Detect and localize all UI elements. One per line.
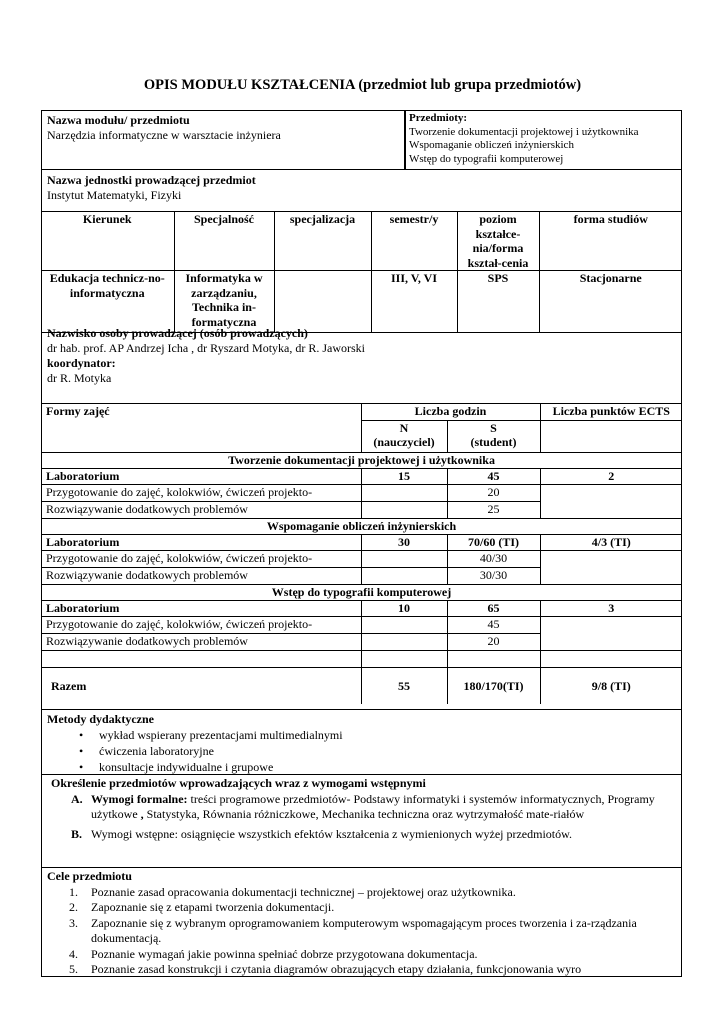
lab-n: 15	[361, 468, 447, 484]
empty-cell	[41, 650, 361, 667]
prereq-a-text: treści programowe przedmiotów- Podstawy informatyki i systemów informatycznych, Programy użytkowe	[91, 791, 655, 821]
n-sublabel: (nauczyciel)	[373, 435, 435, 449]
group-header: Wstęp do typografii komputerowej	[41, 584, 682, 600]
program-value: Stacjonarne	[539, 271, 682, 333]
activity-ects	[540, 616, 682, 650]
lab-label: Laboratorium	[41, 534, 361, 550]
activity-ects	[540, 484, 682, 518]
subject-item: Wspomaganie obliczeń inżynierskich	[409, 139, 574, 151]
program-value: Edukacja technicz-no-informatyczna	[41, 271, 174, 333]
teacher-header	[361, 420, 447, 452]
activity-label: Rozwiązywanie dodatkowych problemów	[41, 633, 361, 650]
goal-number: 1.	[69, 884, 78, 899]
activity-s: 20	[447, 633, 540, 650]
goal-text: Poznanie zasad konstrukcji i czytania diagramów obrazujących etapy działania, funkcjonowania wyro	[91, 962, 582, 976]
staff-value: dr hab. prof. AP Andrzej Icha , dr Ryszard Motyka, dr R. Jaworski	[47, 341, 366, 355]
s-label: S	[490, 420, 497, 435]
activity-label: Rozwiązywanie dodatkowych problemów	[41, 501, 361, 518]
goals-list	[47, 885, 675, 978]
coordinator-label: koordynator:	[47, 356, 116, 370]
activity-s: 45	[447, 616, 540, 633]
goal-number: 2.	[69, 900, 78, 914]
goal-text: Zapoznanie się z wybranym oprogramowaniem komputerowym wspomagającym proces tworzenia i za-rządzania dokumentacją.	[91, 915, 637, 945]
empty-cell	[447, 650, 540, 667]
program-header: Kierunek	[41, 212, 174, 271]
document-title: OPIS MODUŁU KSZTAŁCENIA (przedmiot lub grupa przedmiotów)	[143, 77, 582, 93]
s-sublabel: (student)	[470, 435, 517, 449]
module-value: Narzędzia informatyczne w warsztacie inżyniera	[47, 128, 281, 142]
method-item: • ćwiczenia laboratoryjne	[99, 743, 677, 759]
goal-item	[47, 885, 675, 901]
activity-label: Przygotowanie do zajęć, kolokwiów, ćwiczeń projekto-	[41, 616, 361, 633]
group-header: Tworzenie dokumentacji projektowej i użytkownika	[41, 452, 682, 468]
methods-section	[41, 709, 682, 775]
coordinator-value: dr R. Motyka	[47, 371, 112, 385]
program-value: SPS	[457, 271, 539, 333]
total-n: 55	[361, 667, 447, 704]
goals-section	[41, 868, 682, 977]
goal-item	[47, 916, 675, 947]
activity-ects	[540, 550, 682, 584]
module-label: Nazwa modułu/ przedmiotu	[47, 113, 190, 127]
goal-number: 5.	[69, 962, 78, 976]
activity-n	[361, 484, 447, 501]
methods-label: Metody dydaktyczne	[47, 712, 154, 726]
goals-label: Cele przedmiotu	[47, 869, 132, 883]
total-s: 180/170(TI)	[447, 667, 540, 704]
lab-label: Laboratorium	[41, 468, 361, 484]
lab-label: Laboratorium	[41, 600, 361, 616]
goal-text: Poznanie zasad opracowania dokumentacji technicznej – projektowej oraz użytkownika.	[91, 884, 516, 899]
prereq-b	[51, 827, 676, 843]
lab-n: 10	[361, 600, 447, 616]
program-header: semestr/y	[371, 212, 457, 271]
activity-s: 25	[447, 501, 540, 518]
group-header: Wspomaganie obliczeń inżynierskich	[41, 518, 682, 534]
lab-n: 30	[361, 534, 447, 550]
lab-s: 65	[447, 600, 540, 616]
activity-label: Rozwiązywanie dodatkowych problemów	[41, 567, 361, 584]
forms-header: Formy zajęć	[41, 404, 361, 452]
prereq-label: Określenie przedmiotów wprowadzających wraz z wymogami wstępnymi	[51, 776, 426, 790]
total-ects: 9/8 (TI)	[540, 667, 682, 704]
lab-ects: 3	[540, 600, 682, 616]
prereq-a	[51, 792, 676, 823]
goal-text: Poznanie wymagań jakie powinna spełniać dobrze przygotowana dokumentacja.	[91, 946, 478, 961]
total-label: Razem	[41, 667, 361, 704]
prereq-b-text: Wymogi wstępne: osiągnięcie wszystkich efektów kształcenia z wymienionych wyżej przedmiotów.	[91, 826, 573, 841]
activity-n	[361, 567, 447, 584]
subject-item: Wstęp do typografii komputerowej	[409, 152, 564, 165]
activity-n	[361, 633, 447, 650]
ects-header: Liczba punktów ECTS	[540, 404, 682, 420]
goal-item	[47, 947, 675, 963]
goal-text: Zapoznanie się z etapami tworzenia dokumentacji.	[91, 900, 335, 914]
program-table	[41, 212, 682, 333]
prereq-section	[41, 775, 682, 868]
program-value: III, V, VI	[371, 271, 457, 333]
unit-label: Nazwa jednostki prowadzącej przedmiot	[47, 173, 256, 187]
unit-value: Instytut Matematyki, Fizyki	[47, 188, 182, 202]
hours-table	[41, 404, 682, 704]
lab-ects: 4/3 (TI)	[540, 534, 682, 550]
subjects-label: Przedmioty:	[409, 112, 468, 124]
student-header	[447, 420, 540, 452]
staff-section	[41, 324, 682, 404]
activity-label: Przygotowanie do zajęć, kolokwiów, ćwiczeń projekto-	[41, 550, 361, 567]
activity-n	[361, 501, 447, 518]
goal-number: 4.	[69, 946, 78, 961]
lab-ects: 2	[540, 468, 682, 484]
goal-item	[47, 962, 675, 978]
activity-s: 40/30	[447, 550, 540, 567]
goal-number: 3.	[69, 915, 78, 930]
unit-section	[41, 170, 682, 212]
lab-s: 70/60 (TI)	[447, 534, 540, 550]
prereq-a-label: Wymogi formalne:	[91, 791, 188, 806]
hours-header: Liczba godzin	[361, 404, 540, 420]
method-item: • konsultacje indywidualne i grupowe	[99, 759, 677, 775]
method-item: • wykład wspierany prezentacjami multimedialnymi	[99, 727, 677, 743]
program-header: Specjalność	[174, 212, 274, 271]
prereq-a-comma: ,	[137, 807, 147, 821]
prereq-b-marker: B.	[71, 826, 83, 841]
empty-cell	[540, 650, 682, 667]
goal-item	[47, 900, 675, 916]
activity-n	[361, 550, 447, 567]
n-label: N	[399, 420, 409, 435]
program-header: specjalizacja	[274, 212, 371, 271]
program-header: forma studiów	[539, 212, 682, 271]
activity-s: 20	[447, 484, 540, 501]
prereq-a-marker: A.	[71, 791, 83, 806]
staff-label: Nazwisko osoby prowadzącej (osób prowadzących)	[47, 326, 308, 340]
prereq-a-text2: Statystyka, Równania różniczkowe, Mechanika techniczna oraz wytrzymałość mate-riałów	[146, 807, 585, 821]
subject-item: Tworzenie dokumentacji projektowej i użytkownika	[409, 125, 639, 138]
activity-label: Przygotowanie do zajęć, kolokwiów, ćwiczeń projekto-	[41, 484, 361, 501]
activity-s: 30/30	[447, 567, 540, 584]
empty-cell	[361, 650, 447, 667]
program-header: poziom kształce-nia/forma kształ-cenia	[457, 212, 539, 271]
activity-n	[361, 616, 447, 633]
module-section	[41, 110, 682, 170]
lab-s: 45	[447, 468, 540, 484]
program-value: Informatyka w zarządzaniu, Technika in-formatyczna	[174, 271, 274, 333]
